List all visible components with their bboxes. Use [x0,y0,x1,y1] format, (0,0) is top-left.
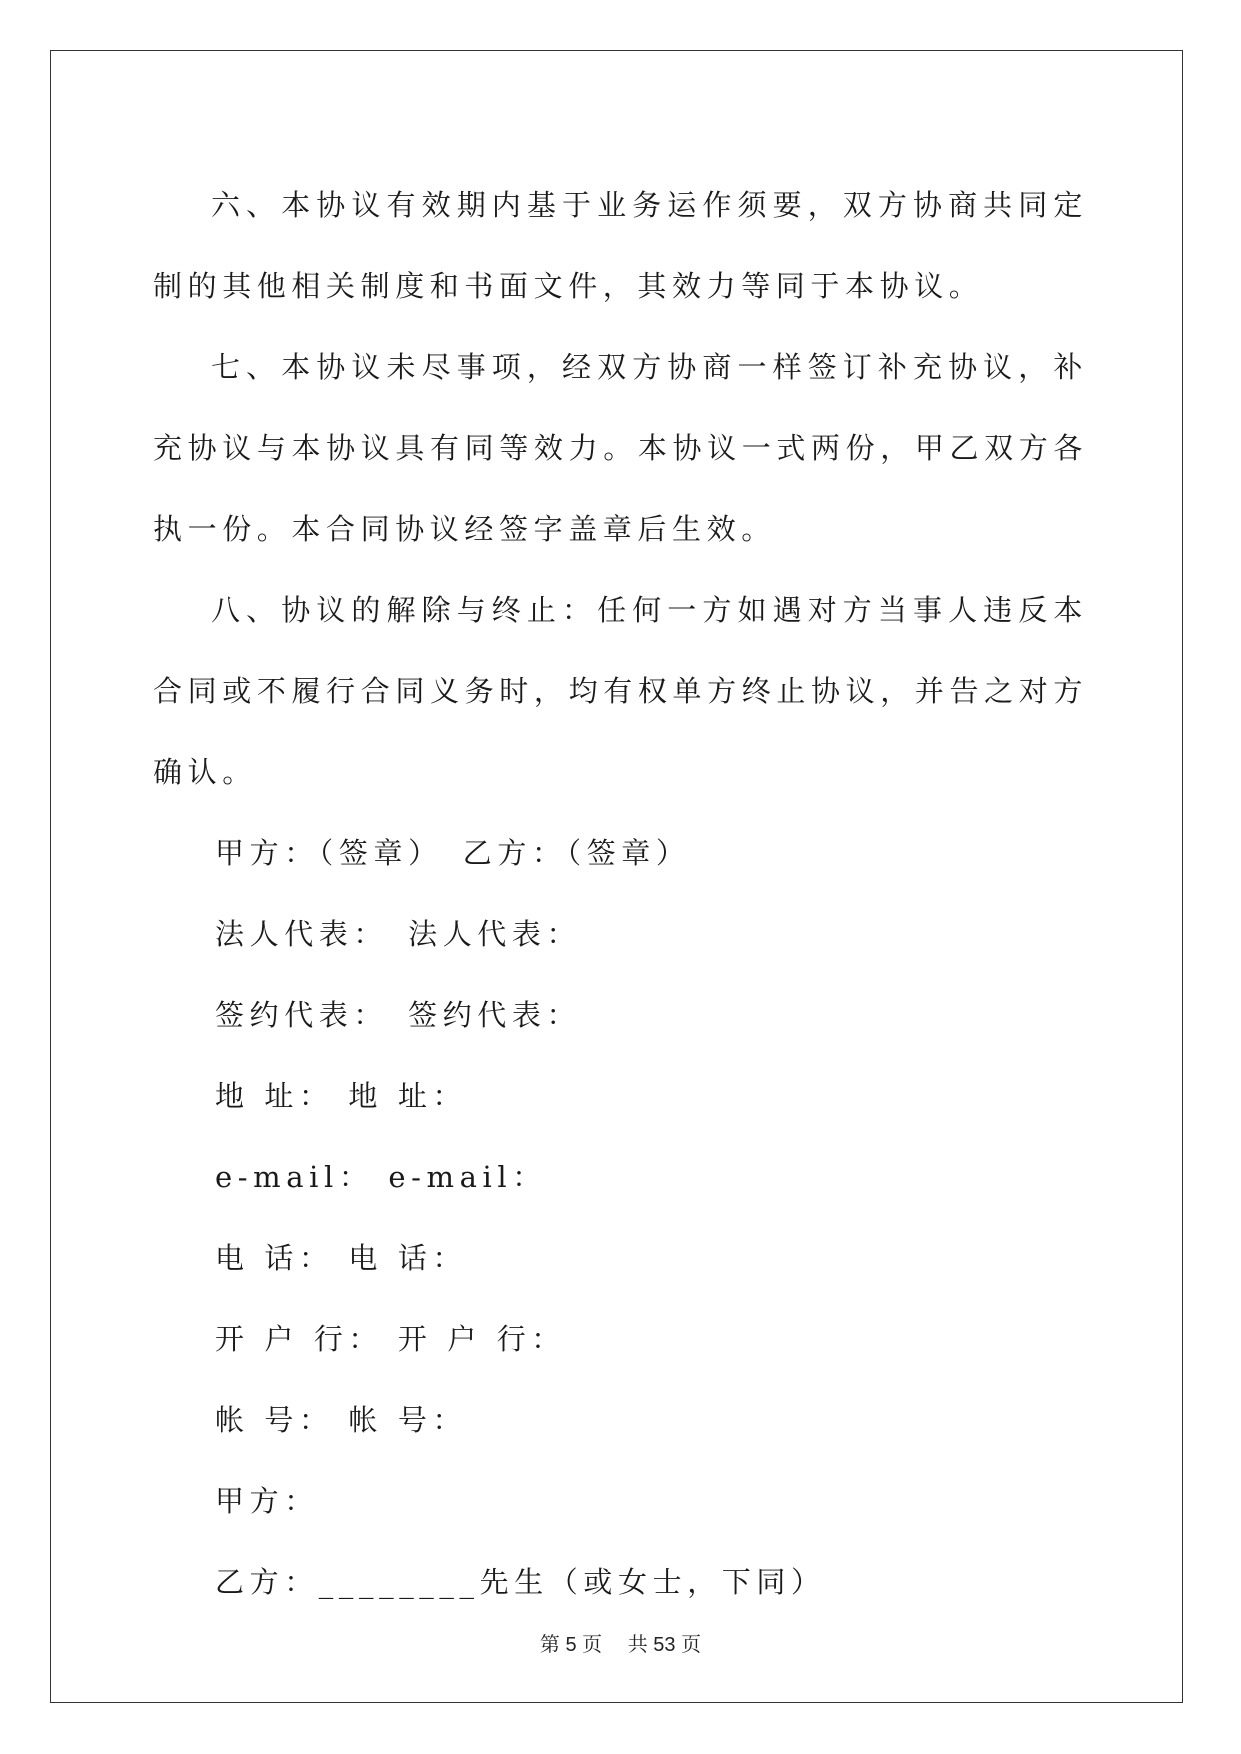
party-a-line: 甲方： [215,1484,319,1518]
page-number: 第 5 页 共 53 页 [539,1634,702,1656]
bank-line: 开 户 行： 开 户 行： [215,1322,566,1356]
page-footer [0,1628,1241,1657]
clause-six: 六、本协议有效期内基于业务运作须要，双方协商共同定制的其他相关制度和书面文件，其效力等同于本协议。 [153,188,1088,303]
address-line: 地 址： 地 址： [215,1079,468,1113]
document-body [153,165,1088,1623]
party-b-line: 乙方：________先生（或女士，下同） [215,1565,826,1599]
legal-representative-line: 法人代表： 法人代表： [215,917,582,951]
phone-line: 电 话： 电 话： [215,1241,468,1275]
signature-line: 甲方：（签章） 乙方：（签章） [215,836,691,870]
email-line: e-mail： e-mail： [215,1160,547,1194]
account-line: 帐 号： 帐 号： [215,1403,468,1437]
signing-representative-line: 签约代表： 签约代表： [215,998,582,1032]
clause-seven: 七、本协议未尽事项，经双方协商一样签订补充协议，补充协议与本协议具有同等效力。本协议一式两份，甲乙双方各执一份。本合同协议经签字盖章后生效。 [153,350,1088,546]
clause-eight: 八、协议的解除与终止：任何一方如遇对方当事人违反本合同或不履行合同义务时，均有权单方终止协议，并告之对方确认。 [153,593,1088,789]
